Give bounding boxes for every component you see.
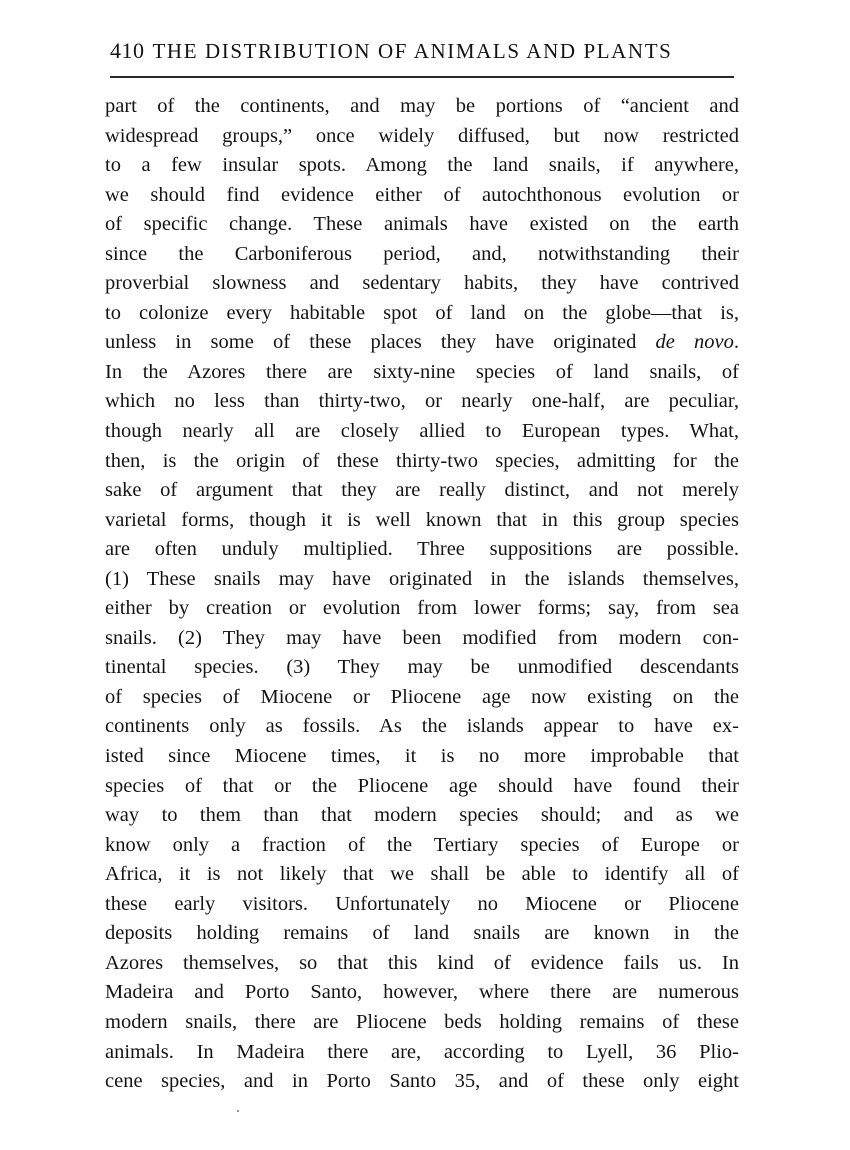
running-head [110,38,740,64]
text-line: species of that or the Pliocene age should have found their [105,774,739,797]
text-line: which no less than thirty-two, or nearly one-half, are peculiar, [105,390,739,413]
text-line: these early visitors. Unfortunately no Miocene or Pliocene [105,892,739,915]
text-run: unless in some of these places they have originated [105,331,656,354]
text-line [105,328,739,358]
text-line: to colonize every habitable spot of land on the globe—that is, [105,301,739,324]
text-line: modern snails, there are Pliocene beds holding remains of these [105,1010,739,1033]
text-line: cene species, and in Porto Santo 35, and of these only eight [105,1070,739,1093]
text-line: Africa, it is not likely that we shall be able to identify all of [105,863,739,886]
text-line: way to them than that modern species should; and as we [105,804,739,827]
text-line: part of the continents, and may be portions of “ancient and [105,95,739,117]
text-line: animals. In Madeira there are, according to Lyell, 36 Plio- [105,1040,739,1063]
text-line: of specific change. These animals have existed on the earth [105,213,739,236]
text-line: then, is the origin of these thirty-two species, admitting for the [105,449,739,472]
text-line: isted since Miocene times, it is no more improbable that [105,745,739,768]
text-line: proverbial slowness and sedentary habits, they have contrived [105,272,739,295]
text-line: Madeira and Porto Santo, however, where there are numerous [105,981,739,1004]
page-number: 410 [110,38,145,63]
text-run: . [733,331,739,354]
text-line: either by creation or evolution from lower forms; say, from sea [105,597,739,620]
text-line: sake of argument that they are really distinct, and not merely [105,479,739,502]
text-line: we should find evidence either of autochthonous evolution or [105,183,739,206]
text-line: In the Azores there are sixty-nine species of land snails, of [105,360,739,383]
running-head-title: THE DISTRIBUTION OF ANIMALS AND PLANTS [152,39,673,63]
ink-speck [237,1110,239,1112]
text-line: snails. (2) They may have been modified from modern con- [105,626,739,649]
header-rule [110,76,734,78]
text-line: tinental species. (3) They may be unmodified descendants [105,656,739,679]
body-text [105,92,739,1097]
text-line: though nearly all are closely allied to European types. What, [105,420,739,443]
text-line: Azores themselves, so that this kind of evidence fails us. In [105,951,739,974]
text-line: are often unduly multiplied. Three suppositions are possible. [105,538,739,561]
text-line: know only a fraction of the Tertiary species of Europe or [105,833,739,856]
text-line: widespread groups,” once widely diffused, but now restricted [105,124,739,147]
text-line: of species of Miocene or Pliocene age now existing on the [105,685,739,708]
text-line: to a few insular spots. Among the land snails, if anywhere, [105,154,739,177]
italic-phrase: de novo [655,331,734,354]
text-line: continents only as fossils. As the islands appear to have ex- [105,715,739,738]
text-line: since the Carboniferous period, and, notwithstanding their [105,242,739,265]
text-line: deposits holding remains of land snails are known in the [105,922,739,945]
text-line: varietal forms, though it is well known that in this group species [105,508,739,531]
text-line: (1) These snails may have originated in the islands themselves, [105,567,739,590]
